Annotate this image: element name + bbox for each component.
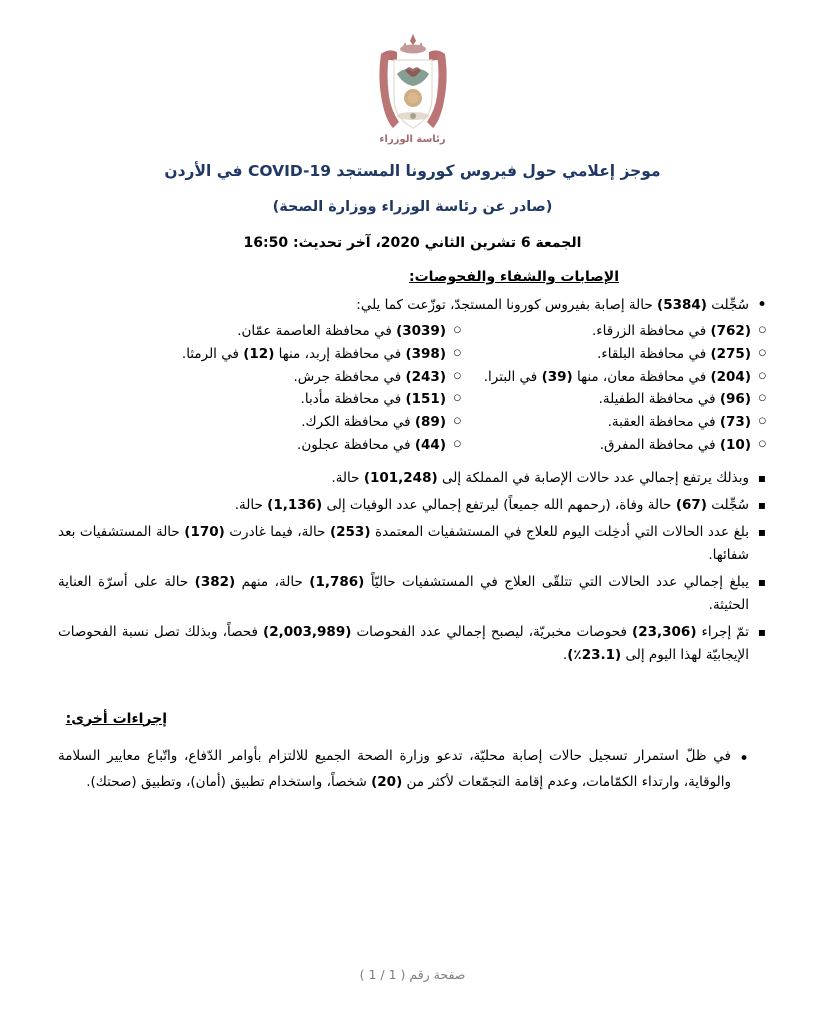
governorate-item-irbid: ○ (398) في محافظة إربد، منها (12) في الرمثا.: [157, 344, 462, 366]
jordan-prime-ministry-emblem-icon: [361, 28, 465, 145]
governorate-row: [58, 389, 767, 411]
page-footer: صفحة رقم ( 1 / 1 ): [359, 967, 466, 982]
statistics-list: [58, 467, 767, 667]
governorate-item-balqa: ○ (275) في محافظة البلقاء.: [462, 344, 767, 366]
governorate-row: [58, 344, 767, 366]
stat-current-hospital: ▪ يبلغ إجمالي عدد الحالات التي تتلقّى العلاج في المستشفيات حاليّاً (1,786) حالة، منهم (382) حالة على أسرّة العناية الحثيثة.: [58, 571, 767, 617]
cases-intro-item: [58, 295, 767, 317]
governorate-item-karak: ○ (89) في محافظة الكرك.: [157, 412, 462, 434]
section-heading-cases: الإصابات والشفاء والفحوصات:: [409, 269, 619, 285]
governorate-item-maan: ○ (204) في محافظة معان، منها (39) في البترا.: [462, 367, 767, 389]
measure-item-public-guidance: • في ظلّ استمرار تسجيل حالات إصابة محليّة، تدعو وزارة الصحة الجميع للالتزام بأوامر الدّفاع، واتّباع معايير السلامة والوقاية، وارتداء الكمّامات، وعدم إقامة التجمّعات لأكثر من (20) شخصاً، واستخدام تطبيق (أمان)، وتطبيق (صحتك).: [58, 743, 749, 796]
governorate-row: [58, 435, 767, 457]
governorate-item-aqaba: ○ (73) في محافظة العقبة.: [462, 412, 767, 434]
stat-hospital-admissions: ▪ بلغ عدد الحالات التي أدخِلت اليوم للعلاج في المستشفيات المعتمدة (253) حالة، فيما غادرت (170) حالة المستشفيات بعد شفائها.: [58, 521, 767, 567]
date-line: الجمعة 6 تشرين الثاني 2020، آخر تحديث: 16:50: [243, 235, 582, 251]
stat-tests: ▪ تمّ إجراء (23,306) فحوصات مخبريّة، ليصبح إجمالي عدد الفحوصات (2,003,989) فحصاً، وبذلك تصل نسبة الفحوصات الإيجابيّة لهذا اليوم إلى (23.1٪).: [58, 621, 767, 667]
governorate-row: [58, 321, 767, 343]
governorate-item-ajloun: ○ (44) في محافظة عجلون.: [157, 435, 462, 457]
governorate-breakdown-list: [58, 321, 767, 457]
governorate-row: [58, 367, 767, 389]
emblem-container: [0, 0, 825, 146]
page-title: موجز إعلامي حول فيروس كورونا المستجد COVID-19 في الأردن: [164, 162, 661, 180]
title-block: [0, 160, 825, 251]
governorate-item-madaba: ○ (151) في محافظة مأدبا.: [157, 389, 462, 411]
page-subtitle: (صادر عن رئاسة الوزراء ووزارة الصحة): [272, 199, 553, 216]
governorate-row: [58, 412, 767, 434]
governorate-item-mafraq: ○ (10) في محافظة المفرق.: [462, 435, 767, 457]
stat-deaths: ▪ سُجِّلت (67) حالة وفاة، (رحمهم الله جميعاً) ليرتفع إجمالي عدد الوفيات إلى (1,136) حالة.: [58, 494, 767, 517]
section-heading-other-measures: إجراءات أخرى:: [65, 710, 167, 727]
other-measures-list: [58, 743, 767, 796]
cases-intro-text: سُجِّلت (5384) حالة إصابة بفيروس كورونا المستجدّ، توزّعت كما يلي:: [356, 297, 749, 313]
governorate-item-zarqa: ○ (762) في محافظة الزرقاء.: [462, 321, 767, 343]
stat-total-cases: ▪ وبذلك يرتفع إجمالي عدد حالات الإصابة في المملكة إلى (101,248) حالة.: [58, 467, 767, 490]
governorate-item-amman: ○ (3039) في محافظة العاصمة عمّان.: [157, 321, 462, 343]
governorate-item-tafilah: ○ (96) في محافظة الطفيلة.: [462, 389, 767, 411]
cases-intro-list: [58, 295, 767, 317]
emblem-caption: رئاسة الوزراء: [379, 134, 446, 145]
document-content: [0, 269, 825, 795]
governorate-item-jerash: ○ (243) في محافظة جرش.: [157, 367, 462, 389]
